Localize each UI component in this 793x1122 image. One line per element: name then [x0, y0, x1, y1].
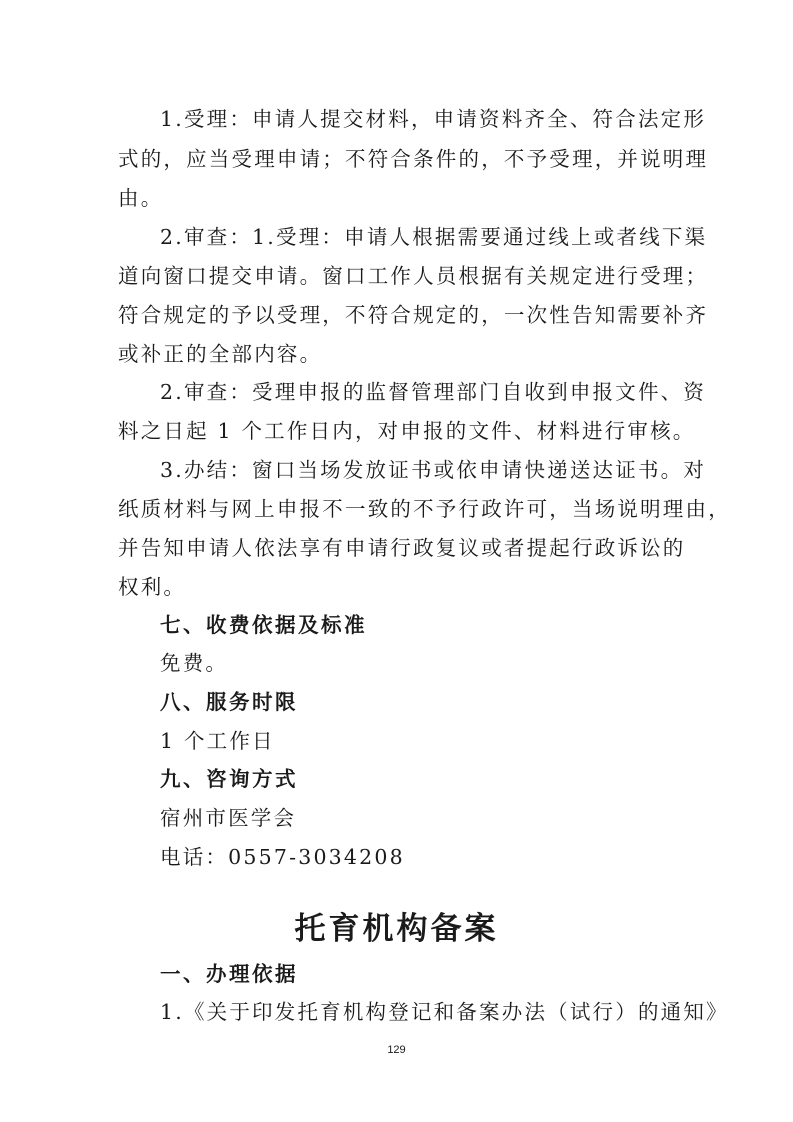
paragraph-line: 3.办结：窗口当场发放证书或依申请快递送达证书。对 [160, 458, 707, 482]
paragraph-line: 式的，应当受理申请；不符合条件的，不予受理，并说明理 [118, 147, 709, 171]
paragraph-line: 并告知申请人依法享有申请行政复议或者提起行政诉讼的 [118, 536, 686, 560]
paragraph-line: 道向窗口提交申请。窗口工作人员根据有关规定进行受理； [118, 264, 709, 288]
fee-text: 免费。 [160, 651, 229, 675]
paragraph-line: 2.审查：1.受理：申请人根据需要通过线上或者线下渠 [160, 225, 708, 249]
paragraph-line: 料之日起 1 个工作日内，对申报的文件、材料进行审核。 [118, 419, 696, 443]
organization-name: 宿州市医学会 [160, 806, 297, 830]
page-number: 129 [387, 1044, 406, 1056]
paragraph-line: 纸质材料与网上申报不一致的不予行政许可，当场说明理由， [118, 497, 731, 521]
section-heading-fees: 七、收费依据及标准 [160, 613, 367, 637]
paragraph-line: 或补正的全部内容。 [118, 342, 323, 366]
section-title: 托育机构备案 [294, 911, 499, 947]
section-heading-time-limit: 八、服务时限 [160, 690, 298, 714]
basis-item: 1.《关于印发托育机构登记和备案办法（试行）的通知》 [160, 1000, 729, 1024]
paragraph-line: 2.审查：受理申报的监督管理部门自收到申报文件、资 [160, 380, 707, 404]
paragraph-line: 符合规定的予以受理，不符合规定的，一次性告知需要补齐 [118, 303, 709, 327]
paragraph-line: 1.受理：申请人提交材料，申请资料齐全、符合法定形 [160, 107, 707, 131]
section-heading-basis: 一、办理依据 [160, 962, 298, 986]
paragraph-line: 权利。 [118, 575, 187, 599]
paragraph-line: 由。 [118, 186, 164, 210]
phone-number: 电话：0557-3034208 [160, 845, 405, 869]
time-limit-text: 1 个工作日 [160, 729, 275, 753]
section-heading-consultation: 九、咨询方式 [160, 767, 298, 791]
